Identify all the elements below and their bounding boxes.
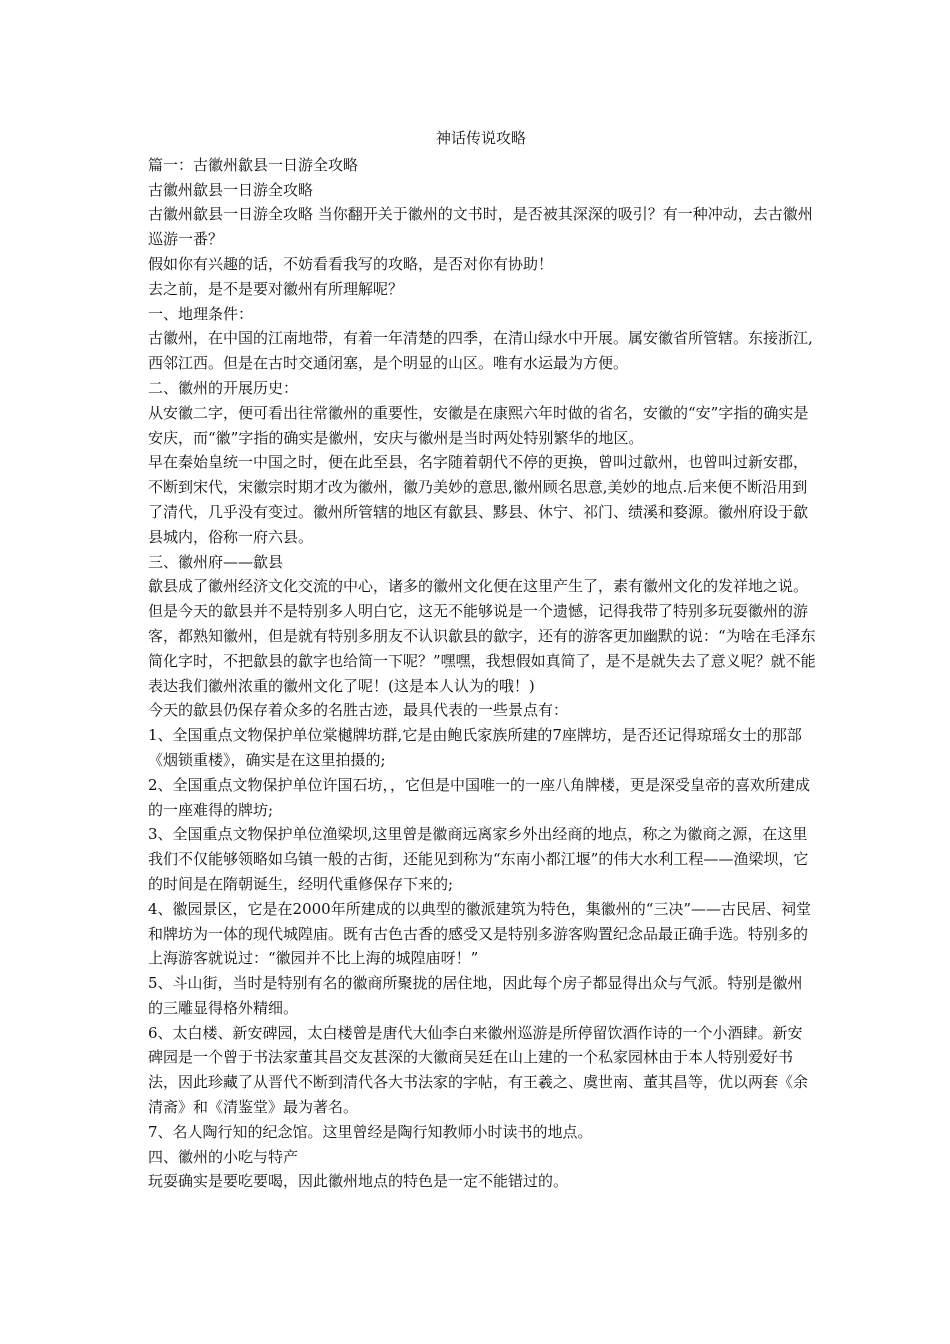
document-title: 神话传说攻略 — [435, 129, 526, 147]
paragraph: 古徽州歙县一日游全攻略 — [148, 180, 314, 199]
paragraph: 玩耍确实是要吃要喝，因此徽州地点的特色是一定不能错过的。 — [148, 1172, 569, 1191]
paragraph: 1、全国重点文物保护单位棠樾牌坊群,它是由鲍氏家族所建的7座牌坊，是否还记得琼瑶女士的那部《烟锁重楼》，确实是在这里拍摄的; — [148, 726, 802, 769]
paragraph: 2、全国重点文物保护单位许国石坊，，它但是中国唯一的一座八角牌楼，更是深受皇帝的喜欢所建成的一座难得的牌坊; — [148, 775, 811, 819]
paragraph: 今天的歙县仍保存着众多的名胜古迹，最具代表的一些景点有： — [148, 701, 569, 720]
paragraph: 5、斗山街，当时是特别有名的徽商所聚拢的居住地，因此每个房子都显得出众与气派。特别是徽州的三雕显得格外精细。 — [148, 974, 803, 1017]
paragraph: 4、徽园景区，它是在2000年所建成的以典型的徽派建筑为特色，集徽州的“三决”——古民居、祠堂和牌坊为一体的现代城隍庙。既有古色古香的感受又是特别多游客购置纪念品最正确手选。特别多的上海游客就说过：“徽园并不比上海的城隍庙呀！” — [148, 899, 812, 968]
paragraph: 篇一：古徽州歙县一日游全攻略 — [148, 155, 359, 174]
paragraph: 四、徽州的小吃与特产 — [148, 1147, 299, 1166]
paragraph: 从安徽二字，便可看出往常徽州的重要性，安徽是在康熙六年时做的省名，安徽的“安”字指的确实是安庆，而“徽”字指的确实是徽州，安庆与徽州是当时两处特别繁华的地区。 — [148, 403, 809, 447]
paragraph: 去之前，是不是要对徽州有所理解呢？ — [148, 279, 404, 298]
paragraph: 一、地理条件： — [148, 304, 254, 323]
paragraph: 6、太白楼、新安碑园，太白楼曾是唐代大仙李白来徽州巡游是所停留饮酒作诗的一个小酒肆。新安碑园是一个曾于书法家董其昌交友甚深的大徽商吴廷在山上建的一个私家园林由于本人特别爱好书法，因此珍藏了从晋代不断到清代各大书法家的字帖，有王羲之、虞世南、董其昌等，优以两套《余清斋》和《清鉴堂》最为著名。 — [148, 1023, 809, 1117]
paragraph: 二、徽州的开展历史： — [148, 378, 299, 397]
document-page — [145, 126, 817, 1194]
paragraph: 歙县成了徽州经济文化交流的中心，诸多的徽州文化便在这里产生了，素有徽州文化的发祥地之说。但是今天的歙县并不是特别多人明白它，这无不能够说是一个遗憾，记得我带了特别多玩耍徽州的游客，都熟知徽州，但是就有特别多朋友不认识歙县的歙字，还有的游客更加幽默的说：“为啥在毛泽东简化字时，不把歙县的歙字也给简一下呢？”嘿嘿，我想假如真简了，是不是就失去了意义呢？就不能表达我们徽州浓重的徽州文化了呢！(这是本人认为的哦！) — [148, 577, 816, 695]
paragraph: 古徽州歙县一日游全攻略 当你翻开关于徽州的文书时，是否被其深深的吸引？有一种冲动，去古徽州巡游一番？ — [148, 205, 813, 249]
paragraph: 三、徽州府——歙县 — [148, 552, 284, 571]
paragraph: 早在秦始皇统一中国之时，便在此至县，名字随着朝代不停的更换，曾叫过歙州，也曾叫过新安郡，不断到宋代，宋徽宗时期才改为徽州，徽乃美妙的意思,徽州顾名思意,美妙的地点.后来便不断沿用到了清代，几乎没有变过。徽州所管辖的地区有歙县、黟县、休宁、祁门、绩溪和婺源。徽州府设于歙县城内，俗称一府六县。 — [148, 453, 809, 546]
paragraph: 假如你有兴趣的话，不妨看看我写的攻略，是否对你有协助！ — [148, 254, 554, 273]
paragraph: 3、全国重点文物保护单位渔梁坝,这里曾是徽商远离家乡外出经商的地点，称之为徽商之源，在这里我们不仅能够领略如乌镇一般的古街，还能见到称为“东南小都江堰”的伟大水利工程——渔梁坝，它的时间是在隋朝诞生，经明代重修保存下来的; — [148, 825, 809, 893]
document-body — [145, 153, 817, 1194]
paragraph: 7、名人陶行知的纪念馆。这里曾经是陶行知教师小时读书的地点。 — [148, 1122, 593, 1141]
paragraph: 古徽州，在中国的江南地带，有着一年清楚的四季，在清山绿水中开展。属安徽省所管辖。东接浙江,西邻江西。但是在古时交通闭塞，是个明显的山区。唯有水运最为方便。 — [148, 329, 813, 373]
